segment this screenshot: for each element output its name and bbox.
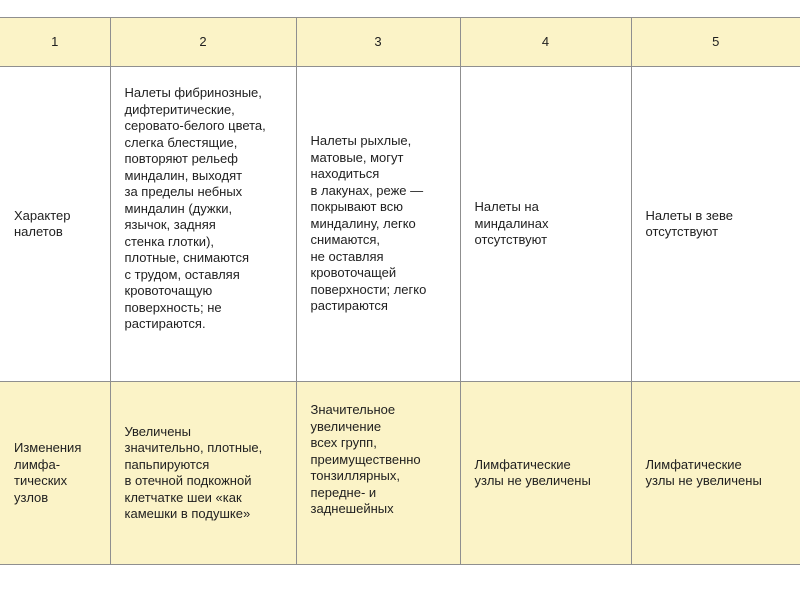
cell-lymph-col4: Лимфатические узлы не увеличены xyxy=(460,382,631,565)
cell-plaque-col4: Налеты на миндалинах отсутствуют xyxy=(460,67,631,382)
header-cell-2: 2 xyxy=(110,18,296,67)
row-label-lymph: Изменения лимфа- тических узлов xyxy=(0,382,110,565)
row-label-plaque: Характер налетов xyxy=(0,67,110,382)
header-cell-4: 4 xyxy=(460,18,631,67)
cell-plaque-col3: Налеты рыхлые, матовые, могут находиться в лакунах, реже — покрывают всю миндалину, легко снимаются, не оставляя кровоточащей поверхности; легко растираются xyxy=(296,67,460,382)
header-cell-3: 3 xyxy=(296,18,460,67)
table-row-plaque xyxy=(0,67,800,382)
cell-lymph-col5: Лимфатические узлы не увеличены xyxy=(631,382,800,565)
header-cell-1: 1 xyxy=(0,18,110,67)
cell-lymph-col3: Значительное увеличение всех групп, преимущественно тонзиллярных, передне- и заднешейных xyxy=(296,382,460,565)
cell-plaque-col5: Налеты в зеве отсутствуют xyxy=(631,67,800,382)
cell-plaque-col2: Налеты фибринозные, дифтеритические, серовато-белого цвета, слегка блестящие, повторяют рельеф миндалин, выходят за пределы небных миндалин (дужки, язычок, задняя стенка глотки), плотные, снимаются с трудом, оставляя кровоточащую поверхность; не растираются. xyxy=(110,67,296,382)
header-cell-5: 5 xyxy=(631,18,800,67)
comparison-table xyxy=(0,17,800,565)
table-row-lymph xyxy=(0,382,800,565)
top-margin xyxy=(0,0,800,17)
table-header-row xyxy=(0,18,800,67)
cell-lymph-col2: Увеличены значительно, плотные, папьпируются в отечной подкожной клетчатке шеи «как камешки в подушке» xyxy=(110,382,296,565)
